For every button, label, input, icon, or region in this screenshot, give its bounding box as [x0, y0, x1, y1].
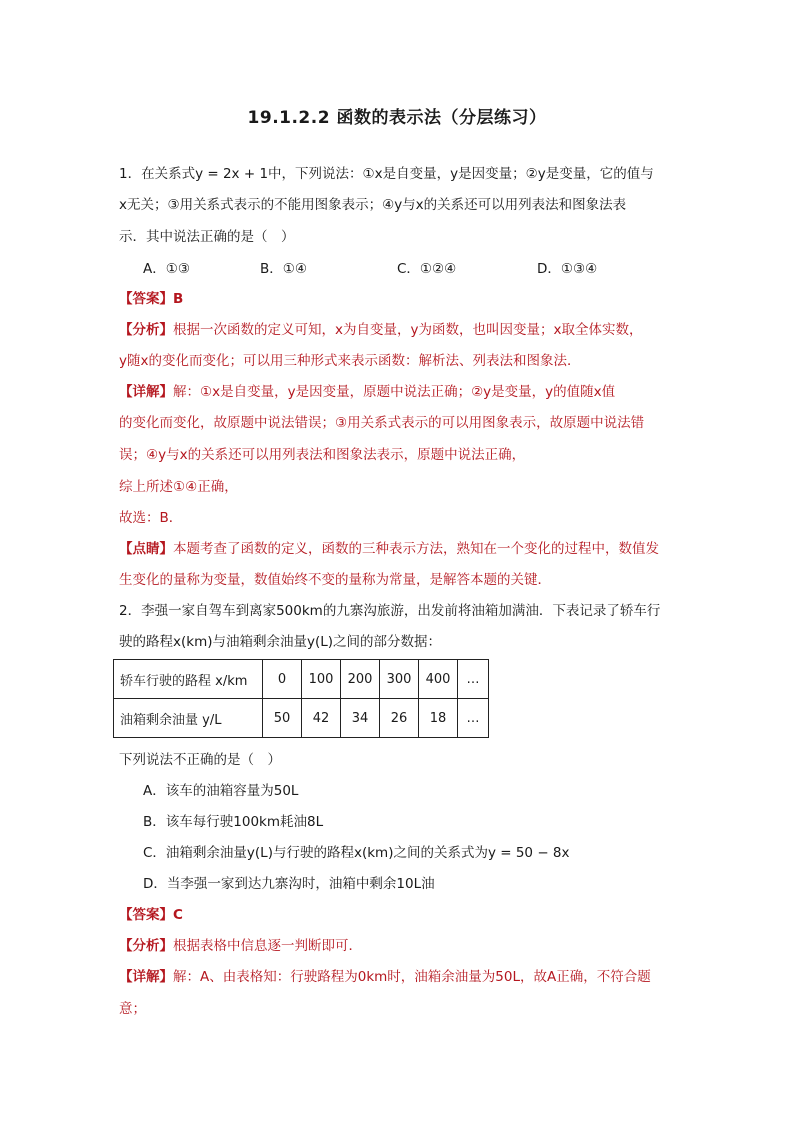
q1-options — [143, 257, 663, 277]
q1-option-b: B．①④ — [260, 261, 307, 277]
table-cell: … — [458, 660, 489, 699]
table-row — [114, 660, 489, 699]
table-cell: 18 — [419, 699, 458, 738]
table-row — [114, 699, 489, 738]
q1-detail-line-2: 的变化而变化，故原题中说法错误；③用关系式表示的可以用图象表示，故原题中说法错 — [119, 415, 645, 431]
table-cell: 轿车行驶的路程 x/km — [114, 660, 263, 699]
page-title: 19.1.2.2 函数的表示法（分层练习） — [247, 108, 547, 128]
q1-analysis-line-2: y随x的变化而变化；可以用三种形式来表示函数：解析法、列表法和图象法． — [119, 353, 581, 369]
comment-text: 本题考查了函数的定义，函数的三种表示方法，熟知在一个变化的过程中，数值发 — [173, 541, 659, 557]
q2-option-b: B．该车每行驶100km耗油8L — [143, 814, 324, 830]
table-cell: 0 — [263, 660, 302, 699]
analysis-text: 根据表格中信息逐一判断即可． — [173, 938, 362, 954]
analysis-tag: 【分析】 — [119, 322, 173, 338]
q1-stem-line-1: 1．在关系式y = 2x + 1中，下列说法：①x是自变量，y是因变量；②y是变量，它的值与 — [119, 166, 654, 182]
q1-option-d: D．①③④ — [537, 261, 598, 277]
comment-tag: 【点睛】 — [119, 541, 173, 557]
q2-question: 下列说法不正确的是（ ） — [119, 752, 281, 768]
q1-detail-line-3: 误；④y与x的关系还可以用列表法和图象法表示，原题中说法正确， — [119, 447, 526, 463]
table-cell: 油箱剩余油量 y/L — [114, 699, 263, 738]
analysis-text: 根据一次函数的定义可知，x为自变量，y为函数，也叫因变量；x取全体实数， — [173, 322, 643, 338]
answer-value: B — [173, 291, 184, 307]
fuel-data-table — [113, 659, 489, 738]
table-cell: 42 — [302, 699, 341, 738]
q1-stem-line-2: x无关；③用关系式表示的不能用图象表示；④y与x的关系还可以用列表法和图象法表 — [119, 197, 627, 213]
table-cell: 26 — [380, 699, 419, 738]
q2-option-a: A．该车的油箱容量为50L — [143, 783, 299, 799]
table-cell: 400 — [419, 660, 458, 699]
detail-tag: 【详解】 — [119, 384, 173, 400]
detail-tag: 【详解】 — [119, 969, 173, 985]
q2-stem-line-2: 驶的路程x(km)与油箱剩余油量y(L)之间的部分数据： — [119, 634, 442, 650]
table-cell: 50 — [263, 699, 302, 738]
q1-comment-line-1 — [119, 539, 689, 559]
q1-answer — [119, 289, 689, 309]
table-cell: 200 — [341, 660, 380, 699]
table-cell: 300 — [380, 660, 419, 699]
answer-tag: 【答案】 — [119, 291, 173, 307]
q1-detail-line-5: 故选：B． — [119, 510, 183, 526]
q1-detail-line-1 — [119, 382, 689, 402]
q1-option-a: A．①③ — [143, 261, 190, 277]
q1-comment-line-2: 生变化的量称为变量，数值始终不变的量称为常量，是解答本题的关键． — [119, 572, 551, 588]
q2-option-c: C．油箱剩余油量y(L)与行驶的路程x(km)之间的关系式为y = 50 − 8x — [143, 845, 570, 861]
q1-analysis-line-1 — [119, 320, 689, 340]
q2-detail-line-2: 意； — [119, 1001, 146, 1017]
q2-answer — [119, 905, 689, 925]
q2-analysis — [119, 936, 689, 956]
answer-value: C — [173, 907, 183, 923]
answer-tag: 【答案】 — [119, 907, 173, 923]
q2-stem-line-1: 2．李强一家自驾车到离家500km的九寨沟旅游，出发前将油箱加满油．下表记录了轿车行 — [119, 603, 661, 619]
q1-detail-line-4: 综上所述①④正确， — [119, 479, 238, 495]
table-cell: … — [458, 699, 489, 738]
detail-text: 解：①x是自变量，y是因变量，原题中说法正确；②y是变量，y的值随x值 — [173, 384, 616, 400]
analysis-tag: 【分析】 — [119, 938, 173, 954]
table-cell: 100 — [302, 660, 341, 699]
q2-option-d: D．当李强一家到达九寨沟时，油箱中剩余10L油 — [143, 876, 435, 892]
detail-text: 解：A、由表格知：行驶路程为0km时，油箱余油量为50L，故A正确，不符合题 — [173, 969, 651, 985]
q2-detail-line-1 — [119, 967, 689, 987]
q1-option-c: C．①②④ — [397, 261, 457, 277]
q1-stem-line-3: 示．其中说法正确的是（ ） — [119, 229, 295, 245]
table-cell: 34 — [341, 699, 380, 738]
